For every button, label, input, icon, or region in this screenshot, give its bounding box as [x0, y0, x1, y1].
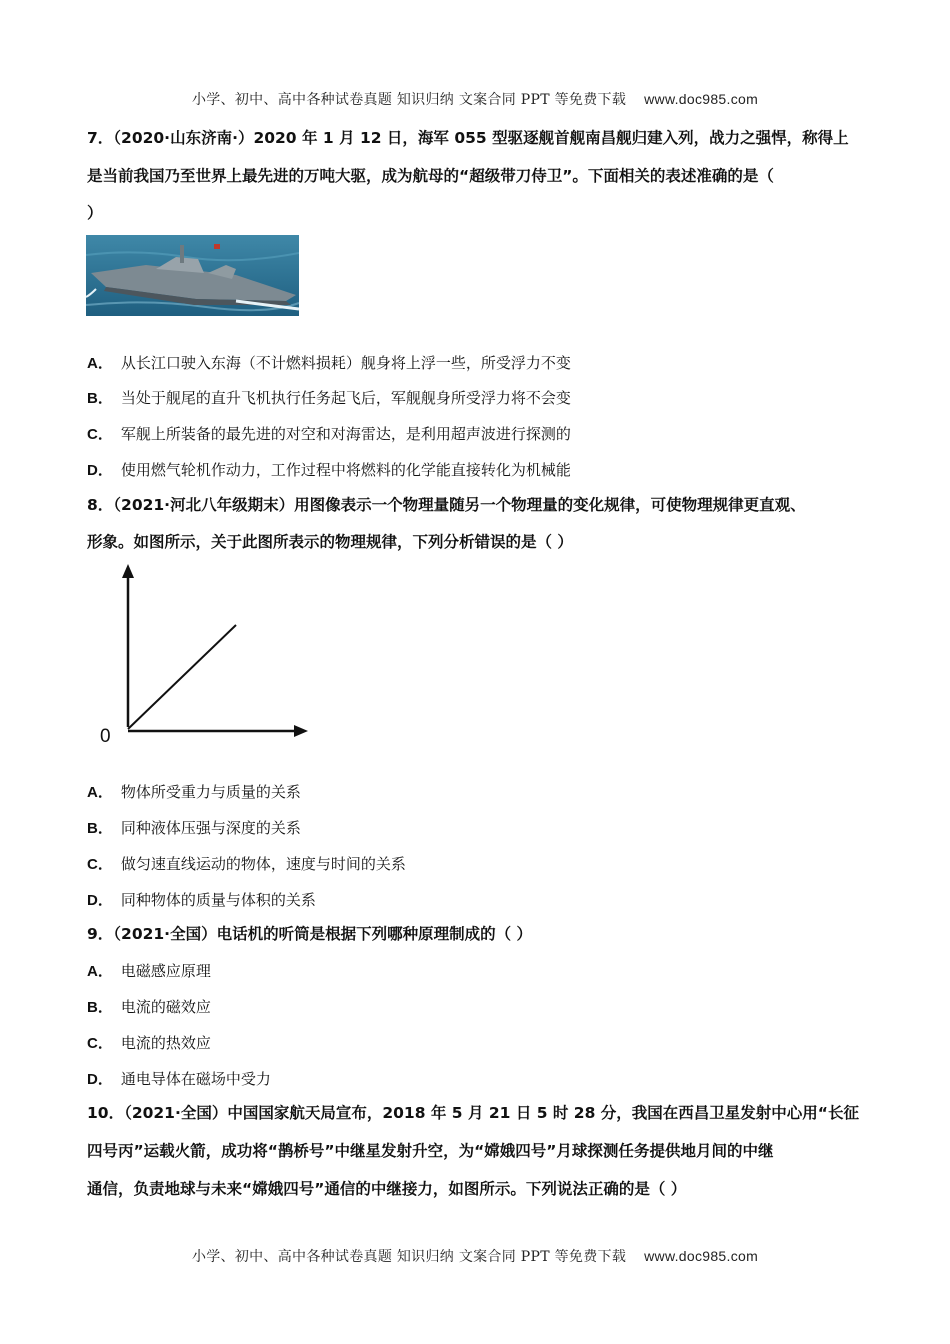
- q8-stem-line-2: 形象。如图所示，关于此图所表示的物理规律，下列分析错误的是（ ）: [87, 533, 573, 551]
- q8-option-d-text: 同种物体的质量与体积的关系: [120, 891, 316, 909]
- q7-stem-line-3: ）: [87, 204, 103, 222]
- page-header: [0, 89, 950, 109]
- q9-stem-line-1: 9．（2021·全国）电话机的听筒是根据下列哪种原理制成的（ ）: [87, 925, 532, 943]
- q9-option-c-letter: C．: [87, 1035, 113, 1052]
- q8-option-d: [87, 889, 316, 910]
- header-site-link[interactable]: www.doc985.com: [644, 91, 759, 107]
- graph-y-arrow: [122, 564, 134, 578]
- q7-option-b-text: 当处于舰尾的直升飞机执行任务起飞后，军舰舰身所受浮力将不会变: [120, 389, 571, 407]
- q9-option-c-text: 电流的热效应: [120, 1034, 211, 1052]
- q9-option-b-letter: B．: [87, 999, 113, 1016]
- q7-option-c-letter: C．: [87, 426, 113, 443]
- q7-option-a-text: 从长江口驶入东海（不计燃料损耗）舰身将上浮一些，所受浮力不变: [120, 354, 571, 372]
- q7-option-c: [87, 423, 571, 444]
- q9-option-d-text: 通电导体在磁场中受力: [120, 1070, 271, 1088]
- q10-stem-line-3: 通信，负责地球与未来“嫦娥四号”通信的中继接力，如图所示。下列说法正确的是（ ）: [87, 1180, 687, 1198]
- q10-stem-line-1: 10．（2021·全国）中国国家航天局宣布，2018 年 5 月 21 日 5 时 28 分，我国在西昌卫星发射中心用“长征: [87, 1104, 859, 1122]
- q9-option-d: [87, 1068, 271, 1089]
- destroyer-ship-image: [86, 235, 299, 316]
- footer-site-link[interactable]: www.doc985.com: [644, 1248, 759, 1264]
- q7-stem-line-2: 是当前我国乃至世界上最先进的万吨大驱，成为航母的“超级带刀侍卫”。下面相关的表述准确的是（: [87, 167, 774, 185]
- q8-option-c: [87, 853, 406, 874]
- graph-line: [128, 625, 236, 729]
- q9-option-c: [87, 1032, 211, 1053]
- q8-option-c-text: 做匀速直线运动的物体，速度与时间的关系: [120, 855, 406, 873]
- q8-option-b: [87, 817, 301, 838]
- header-text: 小学、初中、高中各种试卷真题 知识归纳 文案合同 PPT 等免费下载: [191, 92, 627, 108]
- q7-option-d: [87, 459, 571, 480]
- q9-option-a-letter: A．: [87, 963, 113, 980]
- q10-stem-line-2: 四号丙”运载火箭，成功将“鹊桥号”中继星发射升空，为“嫦娥四号”月球探测任务提供地月间的中继: [87, 1142, 774, 1160]
- q9-option-b: [87, 996, 211, 1017]
- q8-stem-line-1: 8．（2021·河北八年级期末）用图像表示一个物理量随另一个物理量的变化规律，可使物理规律更直观、: [87, 496, 806, 514]
- q7-option-d-letter: D．: [87, 462, 113, 479]
- q8-option-a: [87, 781, 301, 802]
- q7-option-b: [87, 387, 571, 408]
- q7-option-c-text: 军舰上所装备的最先进的对空和对海雷达，是利用超声波进行探测的: [120, 425, 571, 443]
- q7-option-d-text: 使用燃气轮机作动力，工作过程中将燃料的化学能直接转化为机械能: [120, 461, 571, 479]
- q7-stem-line-1: 7．（2020·山东济南·）2020 年 1 月 12 日，海军 055 型驱逐舰首舰南昌舰归建入列，战力之强悍，称得上: [87, 129, 849, 147]
- q7-option-a-letter: A．: [87, 355, 113, 372]
- q8-option-b-letter: B．: [87, 820, 113, 837]
- q8-option-a-text: 物体所受重力与质量的关系: [120, 783, 301, 801]
- footer-text: 小学、初中、高中各种试卷真题 知识归纳 文案合同 PPT 等免费下载: [191, 1249, 627, 1265]
- q8-option-c-letter: C．: [87, 856, 113, 873]
- q9-option-b-text: 电流的磁效应: [120, 998, 211, 1016]
- q9-option-d-letter: D．: [87, 1071, 113, 1088]
- q8-option-d-letter: D．: [87, 892, 113, 909]
- proportional-graph: [90, 560, 320, 754]
- q9-option-a-text: 电磁感应原理: [120, 962, 211, 980]
- q8-option-a-letter: A．: [87, 784, 113, 801]
- graph-x-arrow: [294, 725, 308, 737]
- q8-option-b-text: 同种液体压强与深度的关系: [120, 819, 301, 837]
- q9-option-a: [87, 960, 211, 981]
- page-footer: [0, 1246, 950, 1266]
- q7-option-a: [87, 352, 571, 373]
- graph-origin-label: 0: [100, 726, 111, 747]
- q7-option-b-letter: B．: [87, 390, 113, 407]
